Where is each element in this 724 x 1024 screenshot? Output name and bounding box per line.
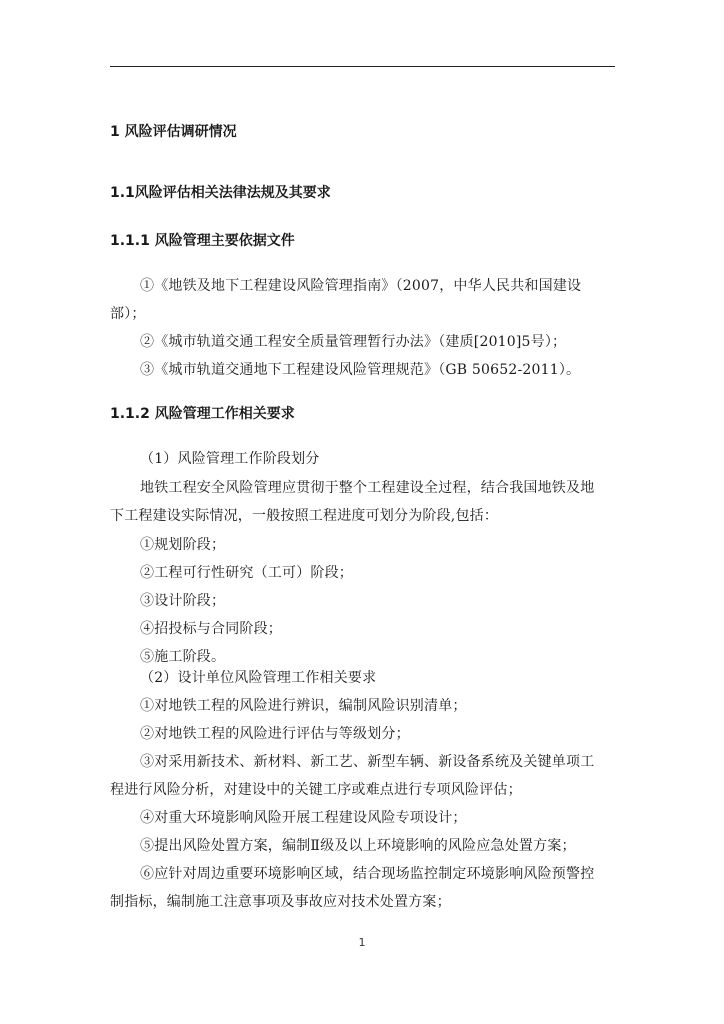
stage-item: ④招投标与合同阶段； [140,621,282,637]
reference-3: ③《城市轨道交通地下工程建设风险管理规范》（GB 50652-2011）。 [140,362,581,378]
stage-item: ⑤施工阶段。 [140,649,226,665]
requirement-3-line-1: ③对采用新技术、新材料、新工艺、新型车辆、新设备系统及关键单项工 [140,754,595,770]
section-1-title: （1）风险管理工作阶段划分 [140,451,320,467]
section-1-intro-line-2: 下工程建设实际情况，一般按照工程进度可划分为阶段,包括： [110,508,499,524]
section-1-intro-line-1: 地铁工程安全风险管理应贯彻于整个工程建设全过程，结合我国地铁及地 [140,480,595,496]
reference-1-line-2: 部）； [110,306,146,322]
reference-1-line-1: ①《地铁及地下工程建设风险管理指南》（2007，中华人民共和国建设 [140,278,582,294]
stage-item: ③设计阶段； [140,593,226,609]
requirement-4: ④对重大环境影响风险开展工程建设风险专项设计； [140,810,467,826]
reference-2: ②《城市轨道交通工程安全质量管理暂行办法》（建质[2010]5号）； [140,334,567,350]
requirement-2: ②对地铁工程的风险进行评估与等级划分； [140,726,410,742]
heading-1-1-1: 1.1.1 风险管理主要依据文件 [110,233,295,249]
page-number: 1 [358,936,366,949]
requirement-1: ①对地铁工程的风险进行辨识，编制风险识别清单； [140,698,467,714]
section-2-title: （2）设计单位风险管理工作相关要求 [140,670,377,686]
requirement-5: ⑤提出风险处置方案，编制Ⅱ级及以上环境影响的风险应急处置方案； [140,838,576,854]
requirement-3-line-2: 程进行风险分析，对建设中的关键工序或难点进行专项风险评估； [110,782,522,798]
header-rule [110,66,615,67]
requirement-6-line-1: ⑥应针对周边重要环境影响区域，结合现场监控制定环境影响风险预警控 [140,866,595,882]
heading-1: 1 风险评估调研情况 [110,124,237,140]
stage-item: ②工程可行性研究（工可）阶段； [140,565,353,581]
stage-item: ①规划阶段； [140,537,226,553]
requirement-6-line-2: 制指标，编制施工注意事项及事故应对技术处置方案； [110,894,451,910]
heading-1-1: 1.1风险评估相关法律法规及其要求 [110,185,331,201]
heading-1-1-2: 1.1.2 风险管理工作相关要求 [110,406,295,422]
